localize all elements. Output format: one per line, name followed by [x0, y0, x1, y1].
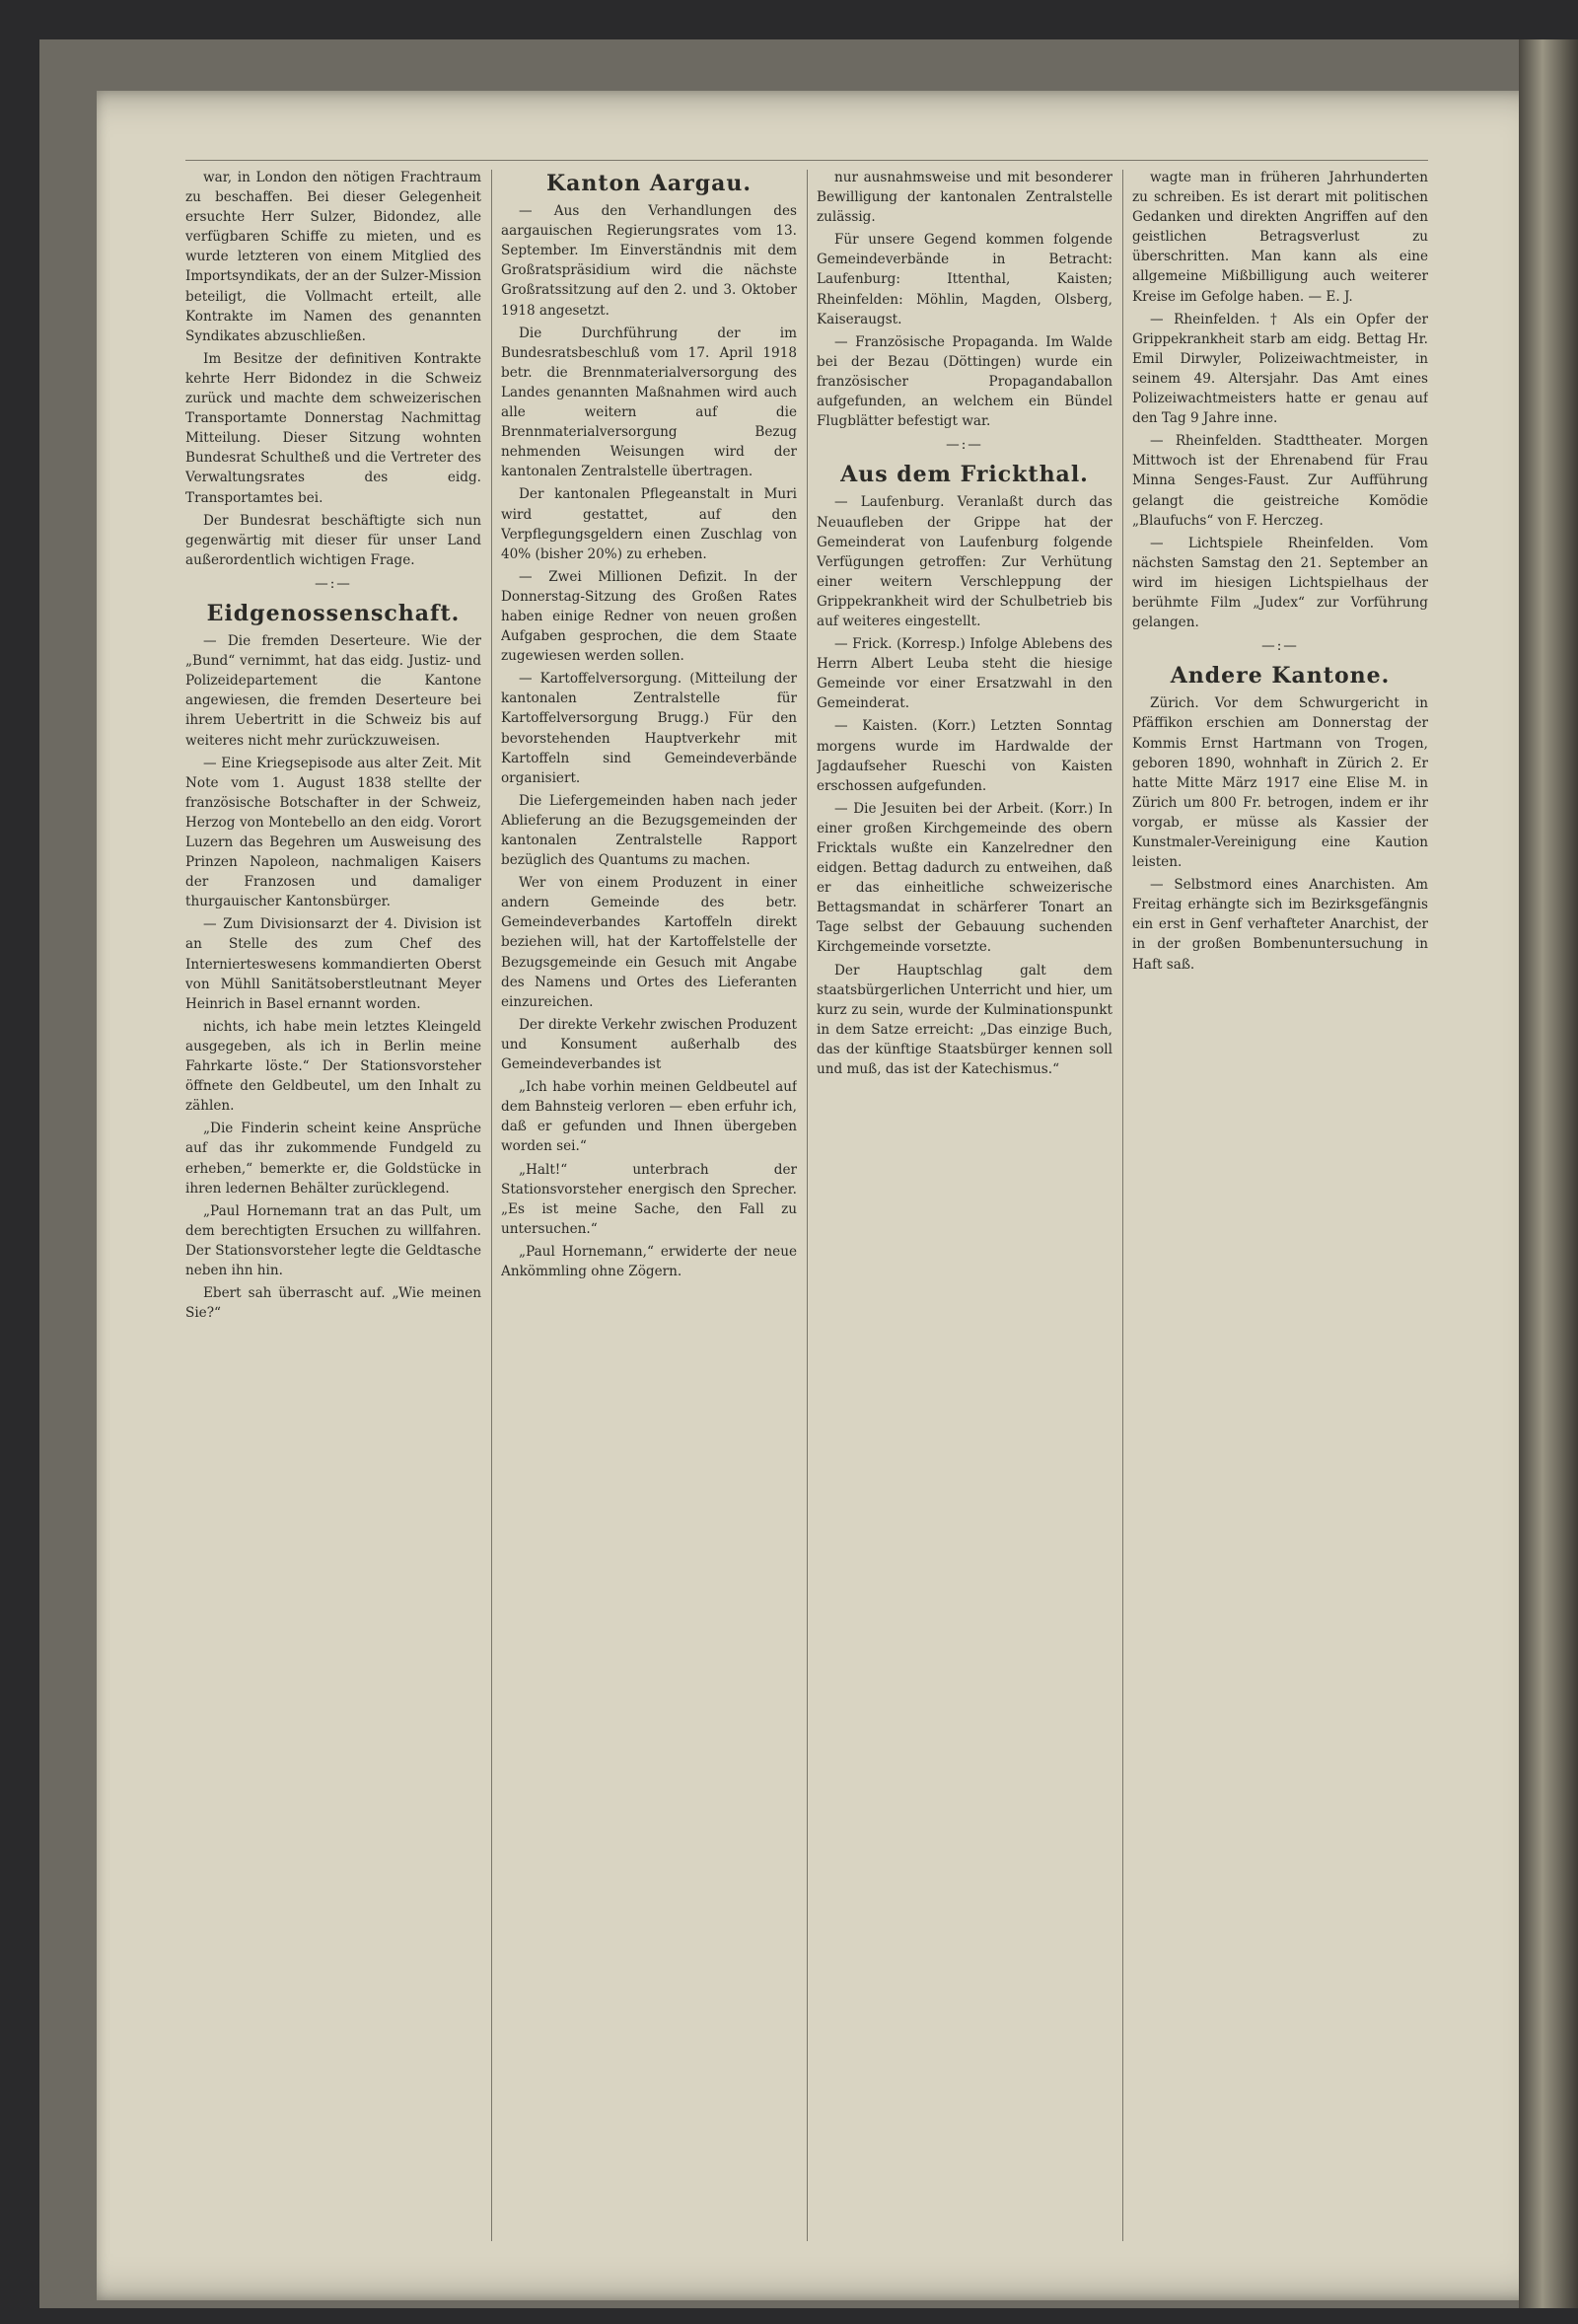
paragraph: — Lichtspiele Rheinfelden. Vom nächsten Samstag den 21. September an wird im hiesigen Lichtspielhaus der berühmte Film „Judex“ zur Vorführung gelangen.: [1132, 535, 1428, 631]
paragraph: — Die fremden Deserteure. Wie der „Bund“ vernimmt, hat das eidg. Justiz- und Polizeidepartement die Kantone angewiesen, die fremden Deserteure bei ihrem Uebertritt in die Schweiz bis auf weiteres nicht mehr zurückzuweisen.: [185, 633, 481, 749]
section-separator: —:—: [1261, 638, 1299, 655]
section-separator: —:—: [946, 437, 983, 454]
paragraph: Der kantonalen Pflegeanstalt in Muri wird gestattet, auf den Verpflegungsgeldern einen Zuschlag von 40% (bisher 20%) zu erheben.: [501, 486, 797, 562]
paragraph: „Die Finderin scheint keine Ansprüche auf das ihr zukommende Fundgeld zu erheben,“ bemerkte er, die Goldstücke in ihren ledernen Behälter zurücklegend.: [185, 1121, 481, 1197]
paragraph: — Zum Divisionsarzt der 4. Division ist an Stelle des zum Chef des Internierteswesens kommandierten Oberst von Mühll Sanitätsoberstleutnant Meyer Heinrich in Basel ernannt worden.: [185, 916, 481, 1012]
paragraph: — Zwei Millionen Defizit. In der Donnerstag-Sitzung des Großen Rates haben einige Redner von neuen großen Aufgaben gesprochen, die dem Staate zugewiesen werden sollen.: [501, 568, 797, 665]
paragraph: Der Hauptschlag galt dem staatsbürgerlichen Unterricht und hier, um kurz zu sein, wurde der Kulminationspunkt in dem Satze erreicht: „Das einzige Buch, das der künftige Staatsbürger kennen soll und muß, das ist der Katechismus.“: [817, 962, 1112, 1078]
paragraph: „Halt!“ unterbrach der Stationsvorsteher energisch den Sprecher. „Es ist meine Sache, den Fall zu untersuchen.“: [501, 1161, 797, 1237]
paragraph: — Französische Propaganda. Im Walde bei der Bezau (Döttingen) wurde ein französischer Propagandaballon aufgefunden, an welchem ein Bündel Flugblätter befestigt war.: [817, 333, 1112, 430]
paragraph: Für unsere Gegend kommen folgende Gemeindeverbände in Betracht: Laufenburg: Ittenthal, Kaisten; Rheinfelden: Möhlin, Magden, Olsberg, Kaiseraugst.: [817, 232, 1112, 327]
column-rule: [491, 170, 492, 2241]
heading-aus-dem-fricktal: Aus dem Frickthal.: [840, 462, 1089, 488]
paragraph: — Eine Kriegsepisode aus alter Zeit. Mit Note vom 1. August 1838 stellte der französische Botschafter in der Schweiz, Herzog von Montebello an den eidg. Vorort Luzern das Begehren um Ausweisung des Prinzen Napoleon, nachmaligen Kaisers der Franzosen und damaliger thurgauischer Kantonsbürger.: [185, 755, 481, 910]
column-3: [817, 168, 1112, 2249]
newspaper-page: [97, 91, 1576, 2300]
paragraph: — Kaisten. (Korr.) Letzten Sonntag morgens wurde im Hardwalde der Jagdaufseher Rueschi von Kaisten erschossen aufgefunden.: [817, 718, 1112, 794]
paragraph: — Laufenburg. Veranlaßt durch das Neuaufleben der Grippe hat der Gemeinderat von Laufenburg folgende Verfügungen getroffen: Zur Verhütung einer weitern Verschleppung der Grippekrankheit wird der Schulbetrieb bis auf weiteres eingestellt.: [817, 494, 1112, 629]
column-4: [1132, 168, 1428, 2249]
paragraph: Die Liefergemeinden haben nach jeder Ablieferung an die Bezugsgemeinden der kantonalen Zentralstelle Rapport bezüglich des Quantums zu machen.: [501, 792, 797, 869]
heading-kanton-aargau: Kanton Aargau.: [545, 171, 753, 196]
column-rule: [807, 170, 808, 2241]
paragraph: Der Bundesrat beschäftigte sich nun gegenwärtig mit dieser für unser Land außerordentlich wichtigen Frage.: [185, 512, 481, 568]
paragraph: Ebert sah überrascht auf. „Wie meinen Sie?“: [185, 1285, 481, 1322]
paragraph: Im Besitze der definitiven Kontrakte kehrte Herr Bidondez in die Schweiz zurück und machte dem schweizerischen Transportamte Donnerstag Nachmittag Mitteilung. Dieser Sitzung wohnten Bundesrat Schultheß und die Vertreter des Verwaltungsrates des eidg. Transportamtes bei.: [185, 350, 481, 506]
column-2: [501, 168, 797, 2249]
paragraph: — Kartoffelversorgung. (Mitteilung der kantonalen Zentralstelle für Kartoffelversorgung Brugg.) Für den bevorstehenden Hauptverkehr mit Kartoffeln sind Gemeindeverbände organisiert.: [501, 671, 797, 786]
book-spine: [1519, 39, 1578, 2308]
paragraph: wagte man in früheren Jahrhunderten zu schreiben. Es ist derart mit politischen Gedanken und direkten Angriffen auf den geistlichen Betragsverlust zu überschritten. Man kann als eine allgemeine Mißbilligung auch weiterer Kreise im Gefolge haben. — E. J.: [1132, 170, 1428, 305]
paragraph: „Paul Hornemann trat an das Pult, um dem berechtigten Ersuchen zu willfahren. Der Stationsvorsteher legte die Geldtasche neben ihn hin.: [185, 1202, 481, 1278]
paragraph: Zürich. Vor dem Schwurgericht in Pfäffikon erschien am Donnerstag der Kommis Ernst Hartmann von Trogen, geboren 1890, wohnhaft in Zürich 2. Er hatte Mitte März 1917 eine Elise M. in Zürich um 800 Fr. betrogen, indem er ihr vorgab, er müsse als Kassier der Kunstmaler-Vereinigung eine Kaution leisten.: [1132, 695, 1428, 871]
paragraph: „Paul Hornemann,“ erwiderte der neue Ankömmling ohne Zögern.: [501, 1243, 797, 1279]
heading-andere-kantone: Andere Kantone.: [1170, 663, 1391, 690]
section-separator: —:—: [315, 575, 352, 592]
book-scan-background: [39, 39, 1578, 2308]
paragraph: Wer von einem Produzent in einer andern Gemeinde des betr. Gemeindeverbandes Kartoffeln direkt beziehen will, hat der Kartoffelstelle der Bezugsgemeinde ein Gesuch mit Angabe des Namens und Ortes des Lieferanten einzureichen.: [501, 875, 797, 1010]
column-rule: [1122, 170, 1123, 2241]
paragraph: Der direkte Verkehr zwischen Produzent und Konsument außerhalb des Gemeindeverbandes ist: [501, 1016, 797, 1073]
paragraph: — Selbstmord eines Anarchisten. Am Freitag erhängte sich im Bezirksgefängnis ein erst in Genf verhafteter Anarchist, der in der großen Bombenuntersuchung in Haft saß.: [1132, 877, 1428, 973]
paragraph: „Ich habe vorhin meinen Geldbeutel auf dem Bahnsteig verloren — eben erfuhr ich, daß er gefunden und Ihnen übergeben worden sei.“: [501, 1079, 797, 1155]
paragraph: war, in London den nötigen Frachtraum zu beschaffen. Bei dieser Gelegenheit ersuchte Herr Sulzer, Bidondez, alle verfügbaren Schiffe zu mieten, und es wurde letzteren von einem Mitglied des Importsyndikats, der an der Sulzer-Mission beteiligt, die Vollmacht erteilt, alle Kontrakte im Namen des genannten Syndikates abzuschließen.: [185, 170, 481, 344]
paragraph: — Frick. (Korresp.) Infolge Ablebens des Herrn Albert Leuba steht die hiesige Gemeinde vor einer Ersatzwahl in den Gemeinderat.: [817, 636, 1112, 712]
heading-eidgenossenschaft: Eidgenossenschaft.: [206, 600, 461, 626]
paragraph: Die Durchführung der im Bundesratsbeschluß vom 17. April 1918 betr. die Brennmaterialversorgung des Landes genannten Maßnahmen wird auch alle weitern auf die Brennmaterialversorgung Bezug nehmenden Weisungen wird der kantonalen Zentralstelle übertragen.: [501, 325, 797, 480]
column-1: [185, 168, 481, 2249]
top-rule: [185, 160, 1428, 161]
paragraph: — Rheinfelden. † Als ein Opfer der Grippekrankheit starb am eidg. Bettag Hr. Emil Dirwyler, Polizeiwachtmeister, in seinem 49. Altersjahr. Das Amt eines Polizeiwachtmeisters hatte er genau auf den Tag 9 Jahre inne.: [1132, 311, 1428, 427]
paragraph: nichts, ich habe mein letztes Kleingeld ausgegeben, als ich in Berlin meine Fahrkarte löste.“ Der Stationsvorsteher öffnete den Geldbeutel, um den Inhalt zu zählen.: [185, 1018, 481, 1115]
paragraph: nur ausnahmsweise und mit besonderer Bewilligung der kantonalen Zentralstelle zulässig.: [817, 170, 1112, 226]
paragraph: — Rheinfelden. Stadttheater. Morgen Mittwoch ist der Ehrenabend für Frau Minna Senges-Faust. Zur Aufführung gelangt die geistreiche Komödie „Blaufuchs“ von F. Herczeg.: [1132, 433, 1428, 529]
paragraph: — Die Jesuiten bei der Arbeit. (Korr.) In einer großen Kirchgemeinde des obern Fricktals wußte ein Kanzelredner den eidgen. Bettag dadurch zu entweihen, daß er das einheitliche schweizerische Bettagsmandat in schärferer Tonart an Tage selbst der Gebauung suchenden Kirchgemeinde vorsetzte.: [817, 800, 1112, 956]
paragraph: — Aus den Verhandlungen des aargauischen Regierungsrates vom 13. September. Im Einverständnis mit dem Großratspräsidium wird die nächste Großratssitzung auf den 2. und 3. Oktober 1918 angesetzt.: [501, 203, 797, 319]
